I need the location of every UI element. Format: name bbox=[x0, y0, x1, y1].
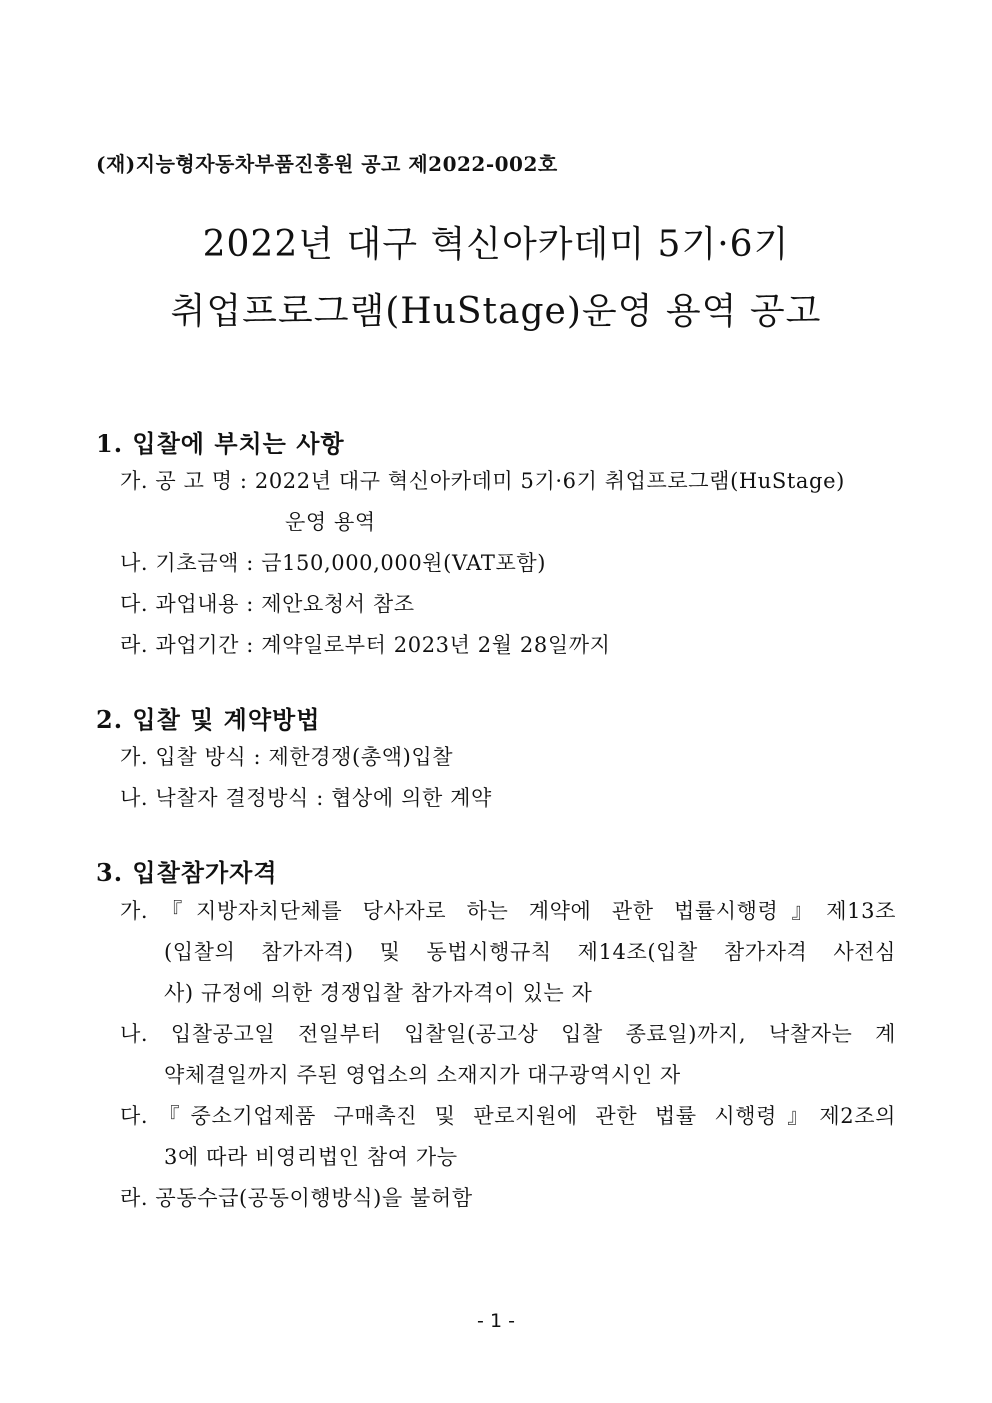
notice-number: (재)지능형자동차부품진흥원 공고 제2022-002호 bbox=[96, 152, 558, 176]
section-3-item-ra: 라. 공동수급(공동이행방식)을 불허함 bbox=[120, 1186, 473, 1210]
section-1-item-ga-continued: 운영 용역 bbox=[285, 510, 376, 534]
section-2-heading: 2. 입찰 및 계약방법 bbox=[96, 705, 321, 734]
section-3-item-ga-line-1: 가.『지방자치단체를 당사자로 하는 계약에 관한 법률시행령』제13조 bbox=[120, 899, 896, 923]
section-3-item-ga-line-2: (입찰의 참가자격) 및 동법시행규칙 제14조(입찰 참가자격 사전심 bbox=[164, 940, 896, 964]
section-2-item-na: 나. 낙찰자 결정방식 : 협상에 의한 계약 bbox=[120, 786, 492, 810]
section-3-item-na-line-1: 나. 입찰공고일 전일부터 입찰일(공고상 입찰 종료일)까지, 낙찰자는 계 bbox=[120, 1022, 896, 1046]
section-1-item-ga: 가. 공 고 명 : 2022년 대구 혁신아카데미 5기·6기 취업프로그램(HuStage) bbox=[120, 469, 845, 493]
document-title-line-1: 2022년 대구 혁신아카데미 5기·6기 bbox=[202, 224, 790, 265]
section-1-heading: 1. 입찰에 부치는 사항 bbox=[96, 429, 345, 458]
page-number: - 1 - bbox=[477, 1310, 515, 1332]
document-title-line-2: 취업프로그램(HuStage)운영 용역 공고 bbox=[170, 291, 822, 332]
section-3-heading: 3. 입찰참가자격 bbox=[96, 858, 278, 887]
section-2-item-ga: 가. 입찰 방식 : 제한경쟁(총액)입찰 bbox=[120, 745, 454, 769]
section-1-item-da: 다. 과업내용 : 제안요청서 참조 bbox=[120, 592, 415, 616]
section-3-item-ga-line-3: 사) 규정에 의한 경쟁입찰 참가자격이 있는 자 bbox=[164, 981, 593, 1005]
section-3-item-na-line-2: 약체결일까지 주된 영업소의 소재지가 대구광역시인 자 bbox=[164, 1063, 681, 1087]
section-3-item-da-line-1: 다.『중소기업제품 구매촉진 및 판로지원에 관한 법률 시행령』제2조의 bbox=[120, 1104, 896, 1128]
section-1-item-ra: 라. 과업기간 : 계약일로부터 2023년 2월 28일까지 bbox=[120, 633, 611, 657]
section-1-item-na: 나. 기초금액 : 금150,000,000원(VAT포함) bbox=[120, 551, 547, 575]
section-3-item-da-line-2: 3에 따라 비영리법인 참여 가능 bbox=[164, 1145, 458, 1169]
